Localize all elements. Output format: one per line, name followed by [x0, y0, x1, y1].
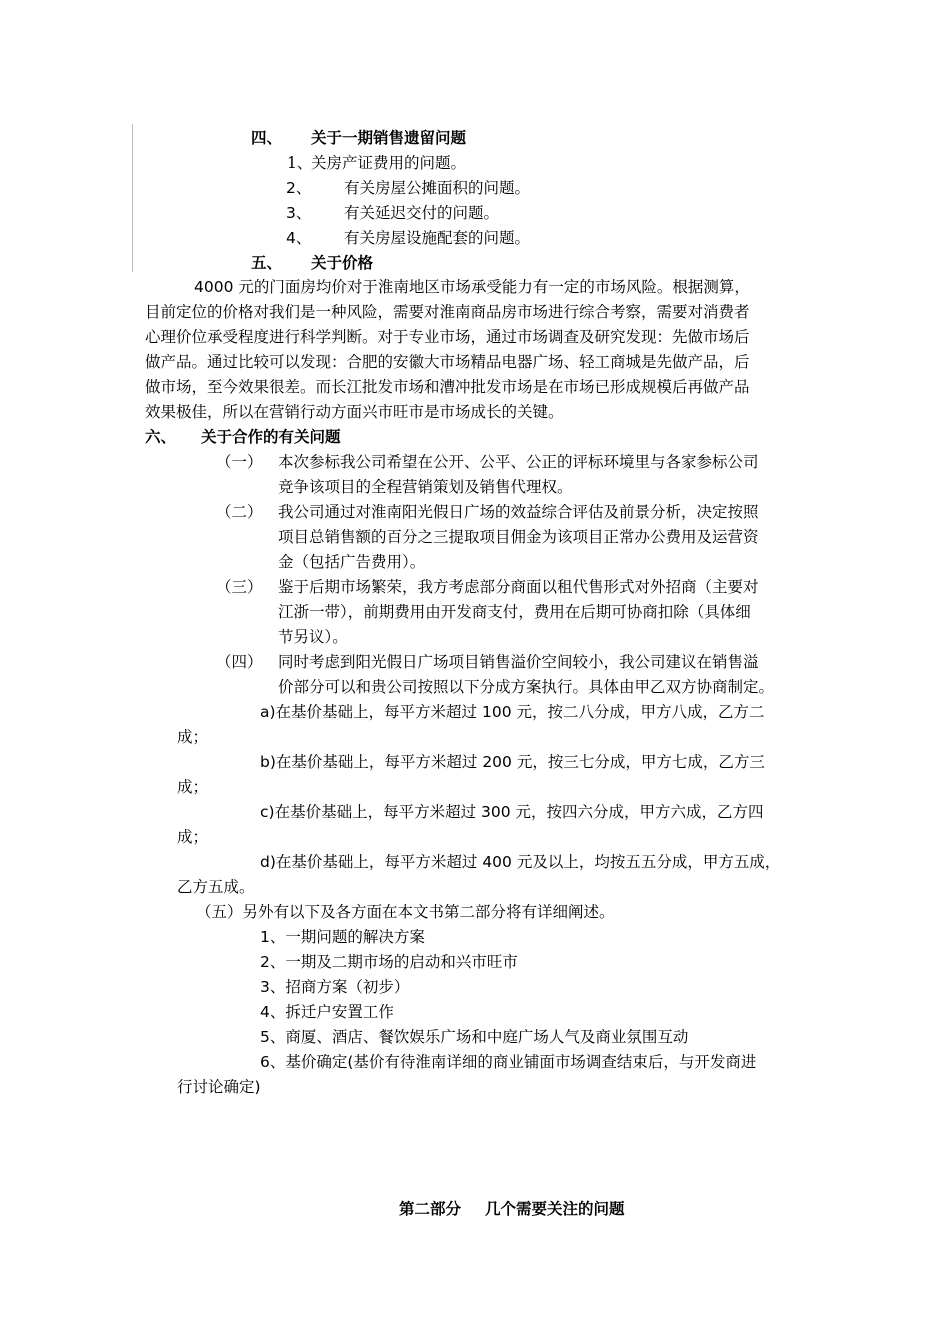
section4-item-text: 关房产证费用的问题。 [311, 154, 467, 172]
split-scheme-line: 成； [177, 728, 209, 746]
section5-number: 五、 [251, 254, 283, 272]
section6-heading: 关于合作的有关问题 [201, 428, 341, 446]
section6-item-line: 鉴于后期市场繁荣，我方考虑部分商面以租代售形式对外招商（主要对 [278, 578, 759, 596]
split-scheme-line: a)在基价基础上，每平方米超过 100 元，按二八分成，甲方八成，乙方二 [260, 703, 765, 721]
section6-item-line: 金（包括广告费用）。 [278, 553, 426, 571]
topic-list-item: 3、招商方案（初步） [260, 978, 410, 996]
part2-title: 几个需要关注的问题 [485, 1200, 625, 1218]
section6-item-num: （一） [216, 453, 263, 471]
section5-paragraph-line: 做市场，至今效果很差。而长江批发市场和漕冲批发市场是在市场已形成规模后再做产品 [145, 378, 750, 396]
margin-rule [132, 124, 133, 272]
split-scheme-line: d)在基价基础上，每平方米超过 400 元及以上，均按五五分成，甲方五成， [260, 853, 781, 871]
section5-paragraph-line: 效果极佳，所以在营销行动方面兴市旺市是市场成长的关键。 [145, 403, 564, 421]
section6-item-line: 价部分可以和贵公司按照以下分成方案执行。具体由甲乙双方协商制定。 [278, 678, 775, 696]
split-scheme-line: b)在基价基础上，每平方米超过 200 元，按三七分成，甲方七成，乙方三 [260, 753, 765, 771]
topic-list-item: 6、基价确定(基价有待淮南详细的商业铺面市场调查结束后，与开发商进 [260, 1053, 757, 1071]
section5-paragraph-line: 做产品。通过比较可以发现：合肥的安徽大市场精品电器广场、轻工商城是先做产品，后 [145, 353, 750, 371]
topic-list-item: 4、拆迁户安置工作 [260, 1003, 394, 1021]
section5-paragraph-line: 4000 元的门面房均价对于淮南地区市场承受能力有一定的市场风险。根据测算， [194, 278, 750, 296]
section6-item-line: 我公司通过对淮南阳光假日广场的效益综合评估及前景分析，决定按照 [278, 503, 759, 521]
section6-item-line: 本次参标我公司希望在公开、公平、公正的评标环境里与各家参标公司 [278, 453, 759, 471]
section6-number: 六、 [145, 428, 177, 446]
topic-list-item: 1、一期问题的解决方案 [260, 928, 425, 946]
split-scheme-line: c)在基价基础上，每平方米超过 300 元，按四六分成，甲方六成，乙方四 [260, 803, 764, 821]
section4-item-text: 有关延迟交付的问题。 [344, 204, 500, 222]
section6-item5: （五）另外有以下及各方面在本文书第二部分将有详细阐述。 [196, 903, 615, 921]
section6-item-line: 江浙一带），前期费用由开发商支付，费用在后期可协商扣除（具体细 [278, 603, 751, 621]
section6-item-line: 竞争该项目的全程营销策划及销售代理权。 [278, 478, 573, 496]
section4-item-num: 3、 [286, 204, 312, 222]
split-scheme-line: 乙方五成。 [177, 878, 255, 896]
section6-item-line: 节另议）。 [278, 628, 348, 646]
section4-item-text: 有关房屋公摊面积的问题。 [344, 179, 531, 197]
section4-heading: 关于一期销售遗留问题 [311, 129, 467, 147]
section4-number: 四、 [251, 129, 283, 147]
section6-item-num: （二） [216, 503, 263, 521]
section4-item-num: 1、 [287, 154, 313, 172]
topic-list-item-tail: 行讨论确定) [177, 1078, 261, 1096]
section6-item-num: （四） [216, 653, 263, 671]
section6-item-num: （三） [216, 578, 263, 596]
section4-item-text: 有关房屋设施配套的问题。 [344, 229, 531, 247]
section6-item-line: 同时考虑到阳光假日广场项目销售溢价空间较小，我公司建议在销售溢 [278, 653, 759, 671]
section4-item-num: 4、 [286, 229, 312, 247]
section5-heading: 关于价格 [311, 254, 374, 272]
split-scheme-line: 成； [177, 778, 209, 796]
split-scheme-line: 成； [177, 828, 209, 846]
topic-list-item: 2、一期及二期市场的启动和兴市旺市 [260, 953, 518, 971]
topic-list-item: 5、商厦、酒店、餐饮娱乐广场和中庭广场人气及商业氛围互动 [260, 1028, 689, 1046]
section5-paragraph-line: 目前定位的价格对我们是一种风险，需要对淮南商品房市场进行综合考察，需要对消费者 [145, 303, 750, 321]
section4-item-num: 2、 [286, 179, 312, 197]
part2-label: 第二部分 [399, 1200, 462, 1218]
section5-paragraph-line: 心理价位承受程度进行科学判断。对于专业市场，通过市场调查及研究发现：先做市场后 [145, 328, 750, 346]
section6-item-line: 项目总销售额的百分之三提取项目佣金为该项目正常办公费用及运营资 [278, 528, 759, 546]
